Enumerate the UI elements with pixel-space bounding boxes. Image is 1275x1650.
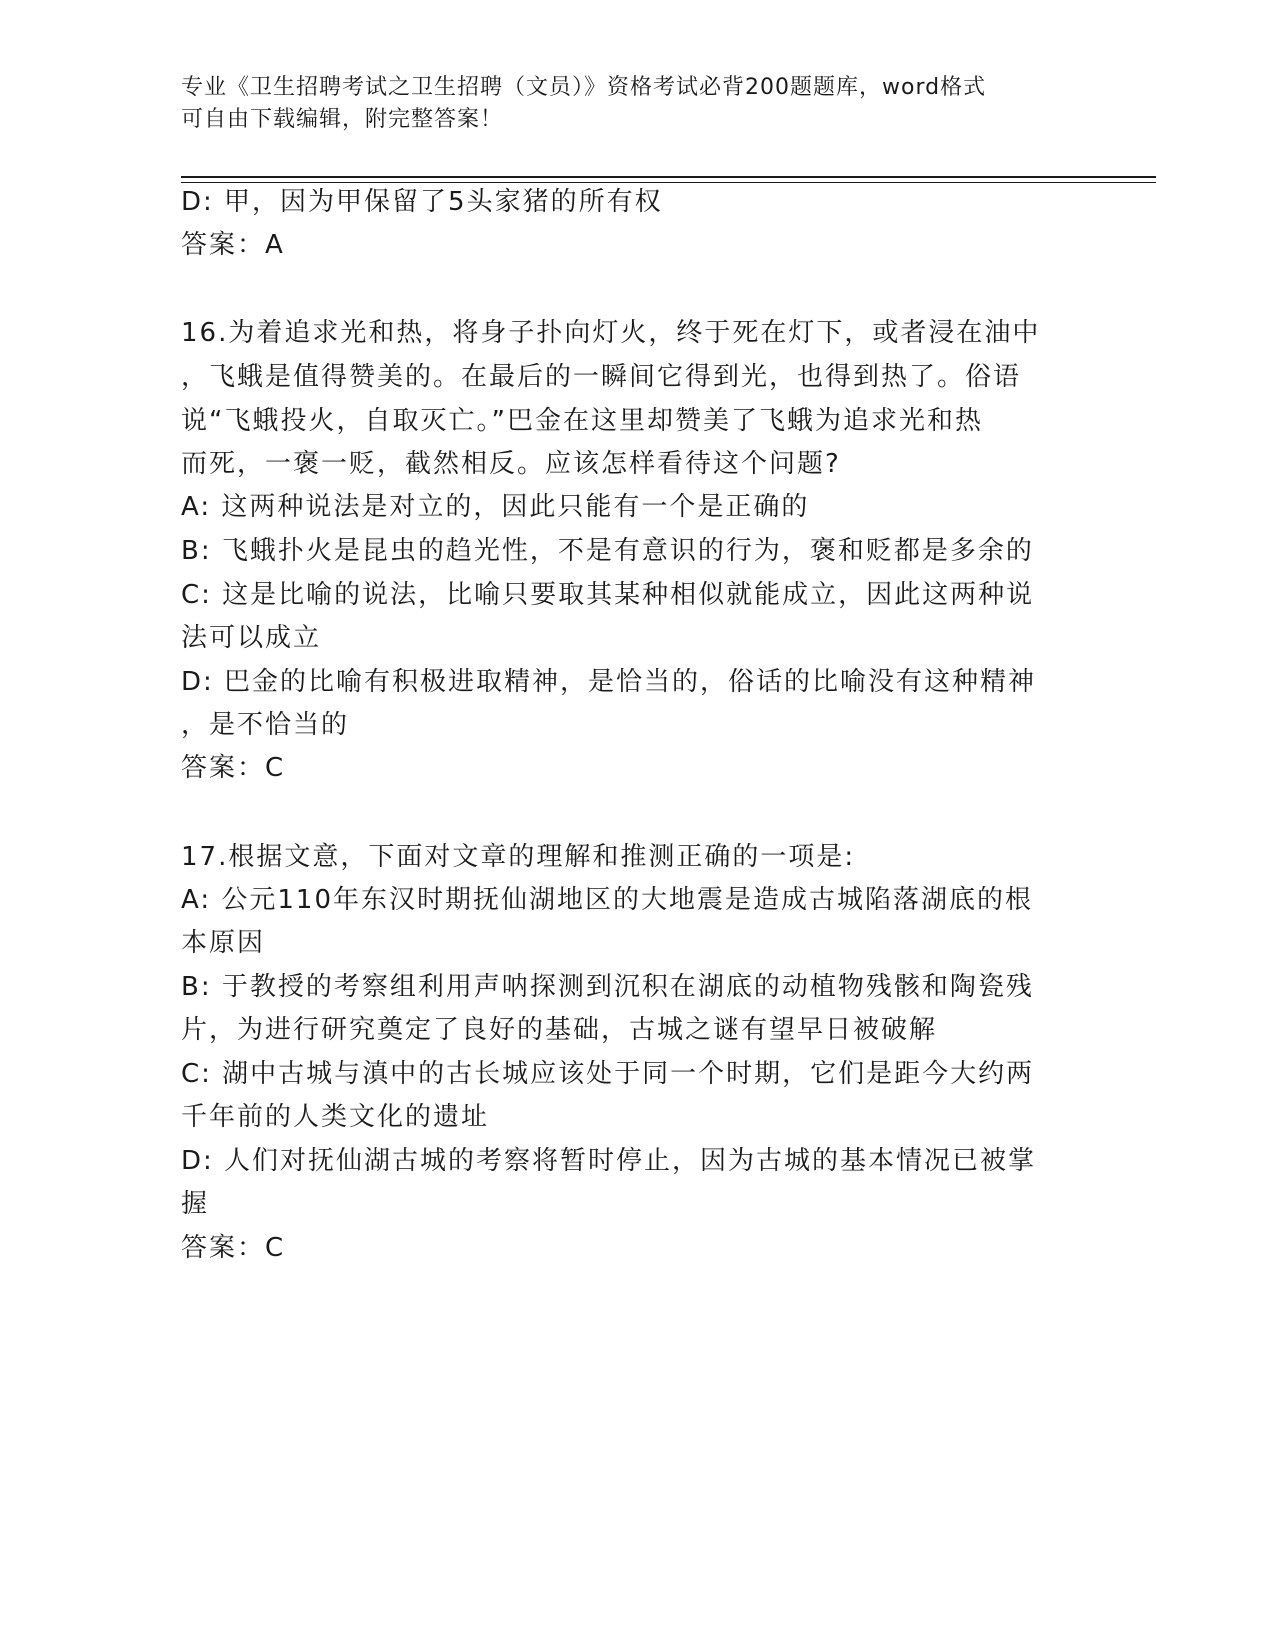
- header-divider-thin: [181, 182, 1156, 183]
- q17-option-d-line-1: D: 人们对抚仙湖古城的考察将暂时停止，因为古城的基本情况已被掌: [181, 1146, 1037, 1176]
- q17-option-b-line-1: B: 于教授的考察组利用声呐探测到沉积在湖底的动植物残骸和陶瓷残: [181, 972, 1034, 1002]
- q16-option-d-line-1: D: 巴金的比喻有积极进取精神，是恰当的，俗话的比喻没有这种精神: [181, 667, 1037, 697]
- q16-option-c-line-1: C: 这是比喻的说法，比喻只要取其某种相似就能成立，因此这两种说: [181, 580, 1035, 610]
- header-title-line-1: 专业《卫生招聘考试之卫生招聘（文员）》资格考试必背200题题库，word格式: [181, 75, 987, 100]
- q17-stem: 17.根据文意，下面对文章的理解和推测正确的一项是:: [181, 842, 856, 872]
- q15-option-d: D: 甲，因为甲保留了5头家猪的所有权: [181, 187, 663, 217]
- q17-option-c-line-2: 千年前的人类文化的遗址: [181, 1102, 490, 1132]
- q16-option-b: B: 飞蛾扑火是昆虫的趋光性，不是有意识的行为，褒和贬都是多余的: [181, 536, 1034, 566]
- q17-option-a-line-1: A: 公元110年东汉时期抚仙湖地区的大地震是造成古城陷落湖底的根: [181, 885, 1033, 915]
- q16-option-c-line-2: 法可以成立: [181, 623, 322, 653]
- document-header: [181, 72, 1041, 136]
- q16-option-d-line-2: ，是不恰当的: [181, 710, 350, 740]
- q17-option-b-line-2: 片，为进行研究奠定了良好的基础，古城之谜有望早日被破解: [181, 1015, 938, 1045]
- q17-option-a-line-2: 本原因: [181, 928, 266, 958]
- q17-option-c-line-1: C: 湖中古城与滇中的古长城应该处于同一个时期，它们是距今大约两: [181, 1059, 1035, 1089]
- q16-stem-line-1: 16.为着追求光和热，将身子扑向灯火，终于死在灯下，或者浸在油中: [181, 318, 1041, 348]
- q16-stem-line-3: 说“飞蛾投火，自取灭亡。”巴金在这里却赞美了飞蛾为追求光和热: [181, 406, 983, 436]
- header-divider-thick: [181, 176, 1156, 178]
- q16-option-a: A: 这两种说法是对立的，因此只能有一个是正确的: [181, 492, 810, 522]
- q17-option-d-line-2: 握: [181, 1189, 210, 1219]
- q15-answer: 答案：A: [181, 230, 285, 260]
- header-title-line-2: 可自由下载编辑，附完整答案！: [181, 107, 504, 132]
- q17-answer: 答案：C: [181, 1233, 286, 1263]
- q16-stem-line-4: 而死，一褒一贬，截然相反。应该怎样看待这个问题?: [181, 449, 841, 479]
- q16-answer: 答案：C: [181, 753, 286, 783]
- q16-stem-line-2: ，飞蛾是值得赞美的。在最后的一瞬间它得到光，也得到热了。俗语: [181, 362, 1022, 392]
